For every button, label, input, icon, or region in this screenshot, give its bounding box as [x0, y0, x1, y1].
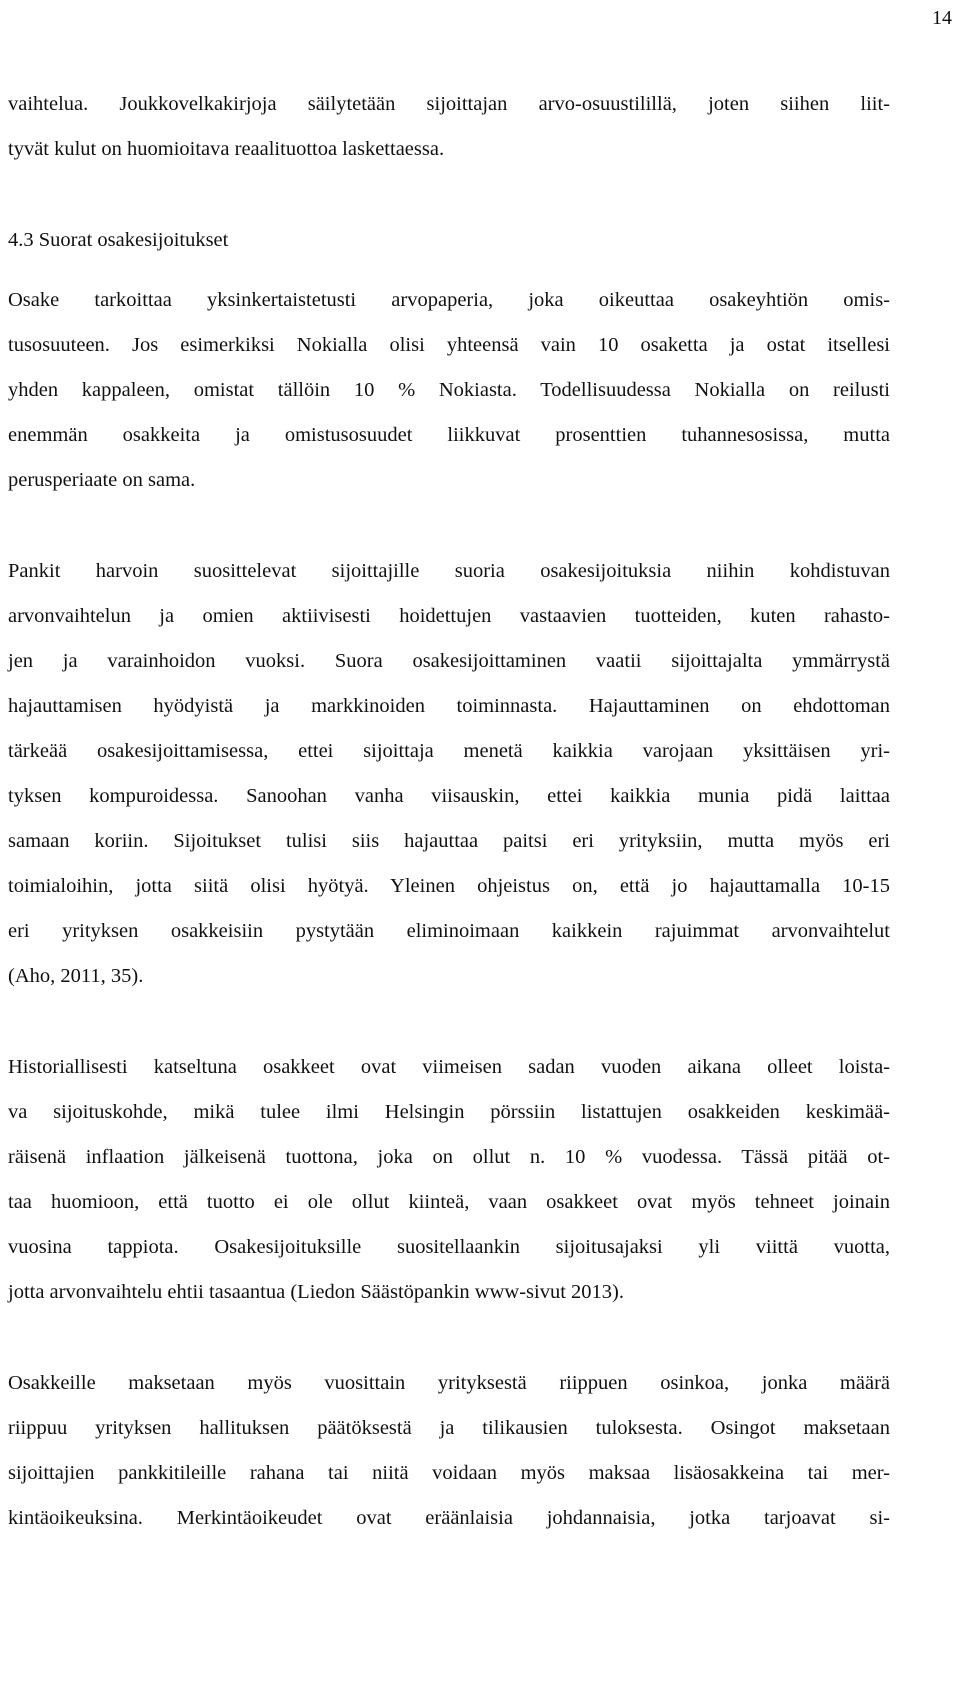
text-line: tusosuuteen. Jos esimerkiksi Nokialla olisi yhteensä vain 10 osaketta ja ostat itsellesi: [8, 334, 890, 356]
text-line: tärkeää osakesijoittamisessa, ettei sijoittaja menetä kaikkia varojaan yksittäisen yri-: [8, 740, 890, 762]
text-line: Pankit harvoin suosittelevat sijoittajille suoria osakesijoituksia niihin kohdistuvan: [8, 560, 890, 582]
text-line: räisenä inflaation jälkeisenä tuottona, joka on ollut n. 10 % vuodessa. Tässä pitää ot-: [8, 1146, 890, 1168]
text-line: Historiallisesti katseltuna osakkeet ovat viimeisen sadan vuoden aikana olleet loista-: [8, 1056, 890, 1078]
text-line: tyksen kompuroidessa. Sanoohan vanha viisauskin, ettei kaikkia munia pidä laittaa: [8, 785, 890, 807]
text-line: Osake tarkoittaa yksinkertaistetusti arvopaperia, joka oikeuttaa osakeyhtiön omis-: [8, 289, 890, 311]
text-line: va sijoituskohde, mikä tulee ilmi Helsingin pörssiin listattujen osakkeiden keskimää-: [8, 1101, 890, 1123]
document-body: [8, 82, 890, 1541]
text-line: eri yrityksen osakkeisiin pystytään eliminoimaan kaikkein rajuimmat arvonvaihtelut: [8, 920, 890, 942]
text-line: riippuu yrityksen hallituksen päätöksestä ja tilikausien tuloksesta. Osingot maksetaan: [8, 1417, 890, 1439]
text-line: sijoittajien pankkitileille rahana tai niitä voidaan myös maksaa lisäosakkeina tai mer-: [8, 1462, 890, 1484]
paragraph-definition: [8, 278, 890, 503]
text-line: perusperiaate on sama.: [8, 469, 196, 491]
paragraph-continuation: [8, 82, 890, 172]
text-line: hajauttamisen hyödyistä ja markkinoiden toiminnasta. Hajauttaminen on ehdottoman: [8, 695, 890, 717]
text-line: tyvät kulut on huomioitava reaalituottoa laskettaessa.: [8, 138, 445, 160]
text-line: samaan koriin. Sijoitukset tulisi siis hajauttaa paitsi eri yrityksiin, mutta myös eri: [8, 830, 890, 852]
section-heading: 4.3 Suorat osakesijoitukset: [8, 229, 229, 251]
paragraph-diversification: [8, 549, 890, 999]
text-line: jotta arvonvaihtelu ehtii tasaantua (Liedon Säästöpankin www-sivut 2013).: [8, 1281, 624, 1303]
text-line: jen ja varainhoidon vuoksi. Suora osakesijoittaminen vaatii sijoittajalta ymmärrystä: [8, 650, 890, 672]
text-line: kintäoikeuksina. Merkintäoikeudet ovat eräänlaisia johdannaisia, jotka tarjoavat si-: [8, 1507, 890, 1529]
paragraph-dividends: [8, 1361, 890, 1541]
text-line: yhden kappaleen, omistat tällöin 10 % Nokiasta. Todellisuudessa Nokialla on reilusti: [8, 379, 890, 401]
text-line: Osakkeille maksetaan myös vuosittain yrityksestä riippuen osinkoa, jonka määrä: [8, 1372, 890, 1394]
page-number: 14: [932, 7, 952, 29]
paragraph-history: [8, 1045, 890, 1315]
text-line: (Aho, 2011, 35).: [8, 965, 144, 987]
text-line: arvonvaihtelun ja omien aktiivisesti hoidettujen vastaavien tuotteiden, kuten rahasto-: [8, 605, 890, 627]
text-line: toimialoihin, jotta siitä olisi hyötyä. Yleinen ohjeistus on, että jo hajauttamalla 10-15: [8, 875, 890, 897]
text-line: vaihtelua. Joukkovelkakirjoja säilytetään sijoittajan arvo-osuustilillä, joten siihen liit-: [8, 93, 890, 115]
text-line: taa huomioon, että tuotto ei ole ollut kiinteä, vaan osakkeet ovat myös tehneet joinain: [8, 1191, 890, 1213]
text-line: enemmän osakkeita ja omistusosuudet liikkuvat prosenttien tuhannesosissa, mutta: [8, 424, 890, 446]
text-line: vuosina tappiota. Osakesijoituksille suositellaankin sijoitusajaksi yli viittä vuotta,: [8, 1236, 890, 1258]
